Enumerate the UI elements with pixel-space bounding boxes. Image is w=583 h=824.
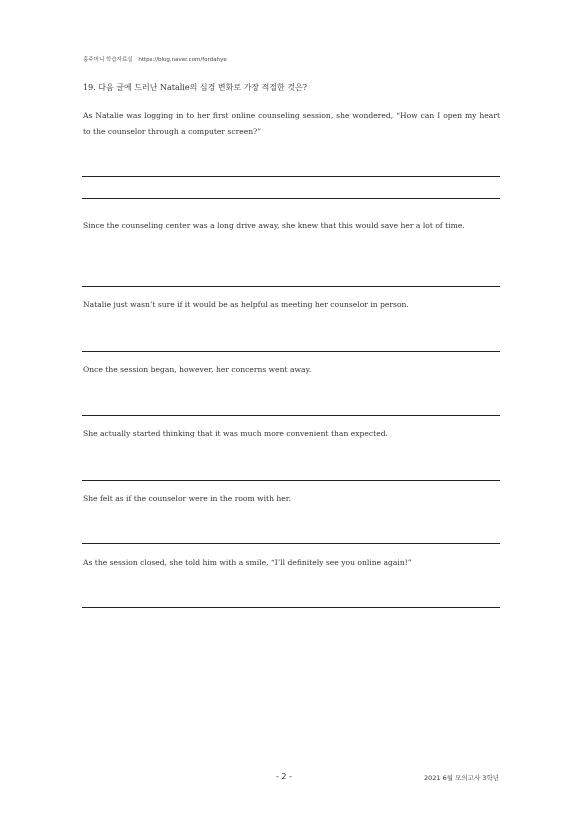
answer-line xyxy=(82,176,500,177)
question-title: 19. 다음 글에 드러난 Natalie의 심경 변화로 가장 적절한 것은? xyxy=(83,83,308,92)
answer-line xyxy=(82,480,500,481)
answer-line xyxy=(82,351,500,352)
footer-exam-info: 2021 6월 모의고사 3학년 xyxy=(424,774,499,782)
answer-line xyxy=(82,198,500,199)
answer-line xyxy=(82,415,500,416)
paragraph-6: She felt as if the counselor were in the room with her. xyxy=(83,494,291,503)
header-author: 홍주머니 학습자료실 xyxy=(83,57,133,63)
answer-line xyxy=(82,543,500,544)
paragraph-5: She actually started thinking that it was much more convenient than expected. xyxy=(83,429,388,438)
footer-page-number: - 2 - xyxy=(276,772,292,781)
paragraph-2: Since the counseling center was a long drive away, she knew that this would save her a lot of time. xyxy=(83,221,465,230)
paragraph-4: Once the session began, however, her concerns went away. xyxy=(83,365,312,374)
header-url[interactable]: https://blog.naver.com/fordahye xyxy=(138,57,227,63)
answer-line xyxy=(82,286,500,287)
paragraph-3: Natalie just wasn’t sure if it would be as helpful as meeting her counselor in person. xyxy=(83,300,409,309)
header xyxy=(83,55,227,63)
paragraph-7: As the session closed, she told him with a smile, “I’ll definitely see you online again!” xyxy=(83,558,412,567)
paragraph-1: As Natalie was logging in to her first online counseling session, she wondered, “How can I open my heart to the counselor through a computer screen?” xyxy=(83,111,500,136)
answer-line xyxy=(82,607,500,608)
